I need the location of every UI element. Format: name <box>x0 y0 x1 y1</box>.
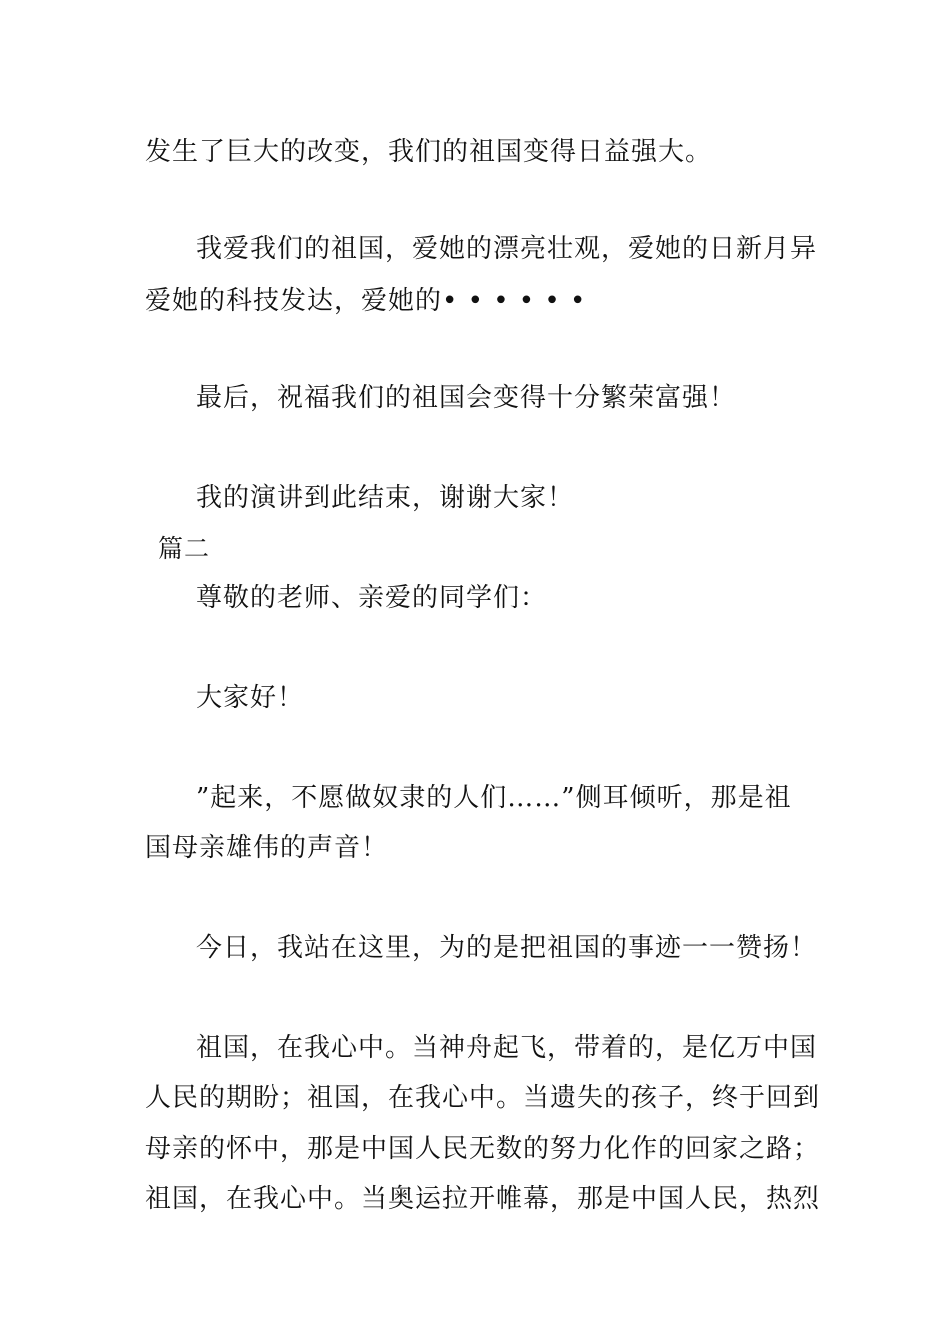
paragraph-line: 我爱我们的祖国，爱她的漂亮壮观，爱她的日新月异 <box>196 234 818 264</box>
greeting: 大家好！ <box>196 683 305 713</box>
paragraph-line: 我的演讲到此结束，谢谢大家！ <box>196 483 575 513</box>
paragraph-line: 国母亲雄伟的声音！ <box>145 833 389 863</box>
paragraph-line: ”起来，不愿做奴隶的人们……”侧耳倾听，那是祖 <box>196 783 792 813</box>
paragraph-line: 祖国，在我心中。当神舟起飞，带着的，是亿万中国 <box>196 1033 818 1063</box>
paragraph-line: 最后，祝福我们的祖国会变得十分繁荣富强！ <box>196 383 737 413</box>
paragraph-line: 人民的期盼；祖国，在我心中。当遗失的孩子，终于回到 <box>145 1083 821 1113</box>
paragraph-line: 爱她的科技发达，爱她的• • • • • • <box>145 286 587 316</box>
paragraph-line: 发生了巨大的改变，我们的祖国变得日益强大。 <box>145 137 713 167</box>
paragraph-line: 母亲的怀中，那是中国人民无数的努力化作的回家之路； <box>145 1134 821 1164</box>
paragraph-line: 今日，我站在这里，为的是把祖国的事迹一一赞扬！ <box>196 933 818 963</box>
paragraph-line: 祖国，在我心中。当奥运拉开帷幕，那是中国人民，热烈 <box>145 1184 821 1214</box>
section-heading: 篇二 <box>158 534 211 563</box>
salutation: 尊敬的老师、亲爱的同学们： <box>196 583 548 613</box>
